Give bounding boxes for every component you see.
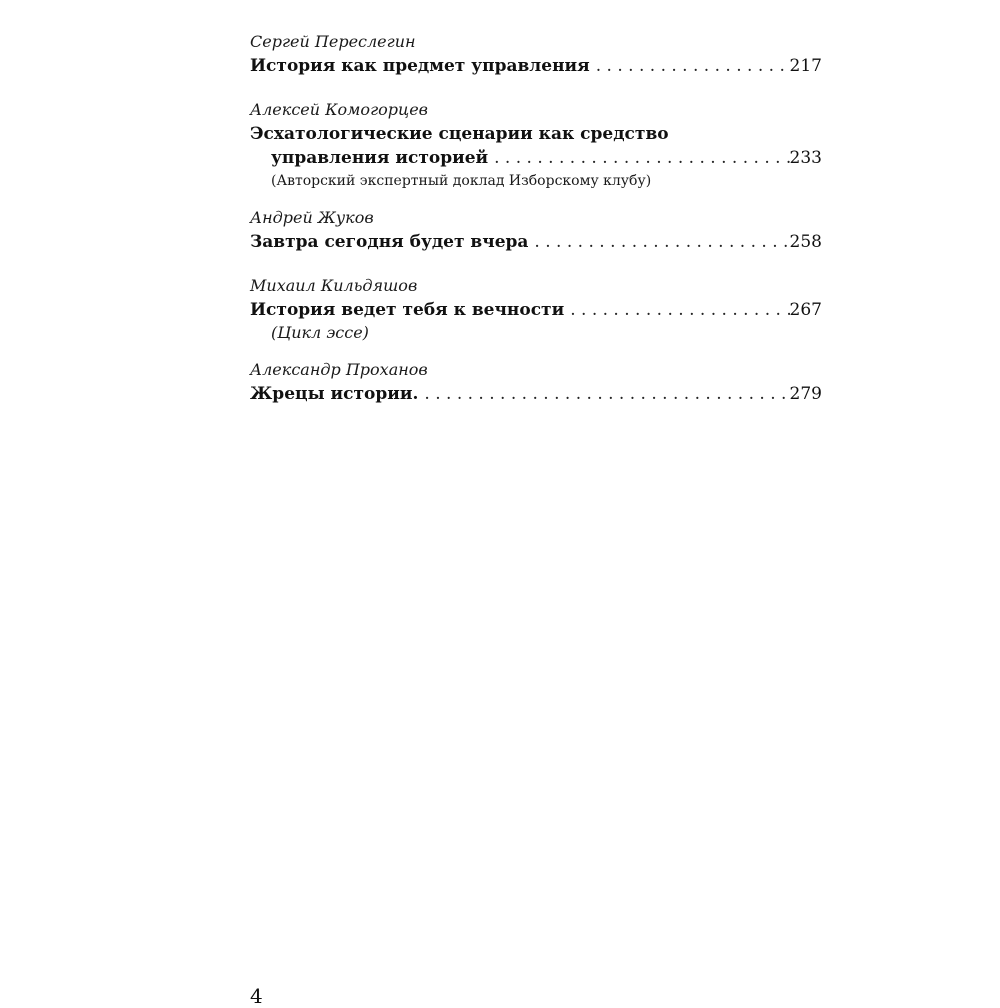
toc-title-row[interactable]	[250, 230, 822, 254]
toc-title-row[interactable]	[250, 146, 822, 170]
toc-entry	[250, 30, 822, 78]
toc-entry	[250, 98, 822, 192]
toc-title-row[interactable]	[250, 382, 822, 406]
table-of-contents	[250, 30, 822, 426]
toc-title: Завтра сегодня будет вчера	[250, 232, 529, 252]
toc-author: Андрей Жуков	[250, 208, 374, 227]
toc-author: Сергей Переслегин	[250, 32, 416, 51]
toc-entry	[250, 274, 822, 344]
dot-leader	[590, 54, 790, 78]
dot-leader	[564, 298, 789, 322]
toc-title-row[interactable]	[250, 298, 822, 322]
toc-page-number: 267	[789, 300, 822, 320]
toc-title: Жрецы истории.	[250, 384, 419, 404]
toc-note: (Авторский экспертный доклад Изборскому клубу)	[271, 173, 652, 189]
toc-page-number: 233	[789, 148, 822, 168]
toc-author: Александр Проханов	[250, 360, 428, 379]
toc-title: История ведет тебя к вечности	[250, 300, 565, 320]
toc-page-number: 217	[789, 56, 822, 76]
toc-page-number: 258	[789, 232, 822, 252]
toc-title: Эсхатологические сценарии как средство	[250, 124, 669, 144]
toc-entry	[250, 206, 822, 254]
toc-entry	[250, 358, 822, 406]
toc-title-row[interactable]	[250, 54, 822, 78]
toc-title: История как предмет управления	[250, 56, 590, 76]
toc-title-continued: управления историей	[271, 148, 489, 168]
toc-author: Алексей Комогорцев	[250, 100, 428, 119]
page-number: 4	[250, 984, 263, 1008]
toc-page-number: 279	[789, 384, 822, 404]
dot-leader	[488, 146, 789, 170]
toc-author: Михаил Кильдяшов	[250, 276, 418, 295]
dot-leader	[528, 230, 789, 254]
toc-note: (Цикл эссе)	[271, 323, 369, 342]
dot-leader	[418, 382, 789, 406]
